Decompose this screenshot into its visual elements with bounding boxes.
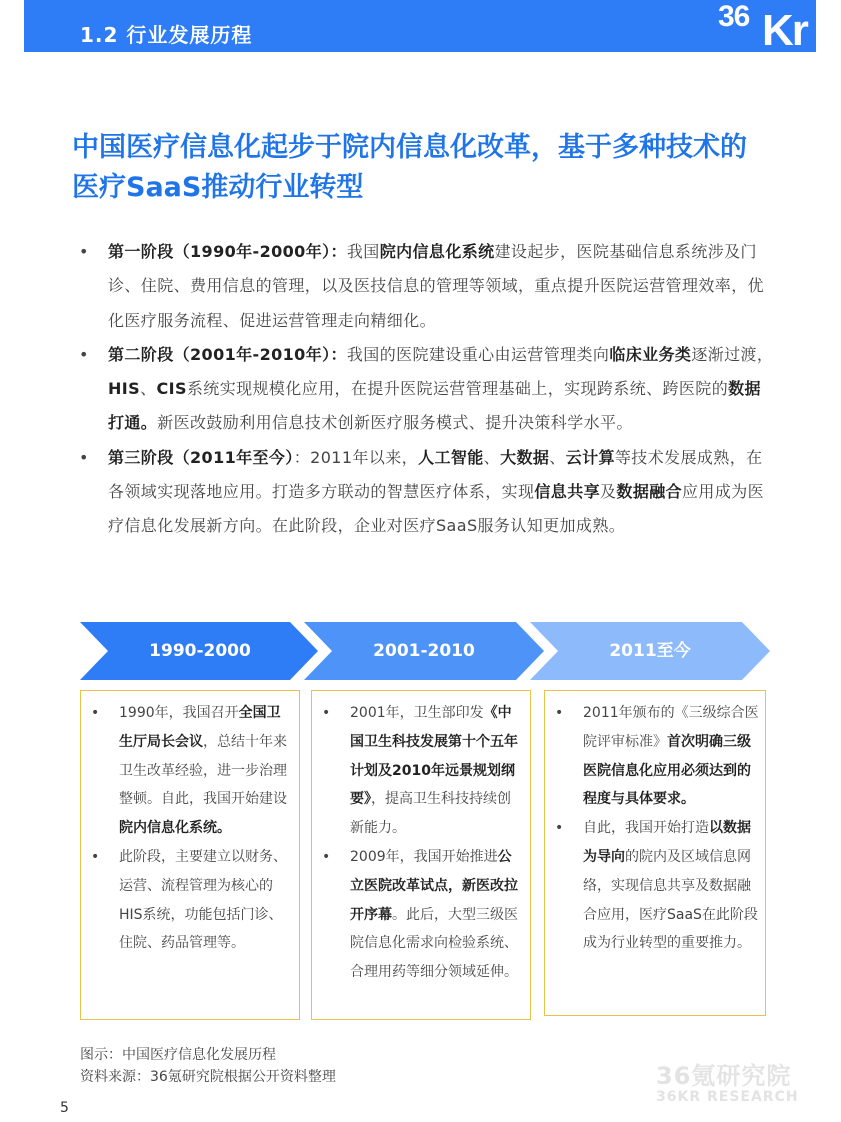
bold-text-run: 公立医院改革试点，新医改拉开序幕 [350,848,518,923]
box-3-item-2 [553,814,759,958]
box-1-item-2 [89,843,293,958]
bold-text-run: 第二阶段（2001年-2010年）： [108,344,347,364]
watermark-line-2: 36KR RESEARCH [656,1089,799,1105]
caption-source: 资料来源：36氪研究院根据公开资料整理 [80,1069,336,1085]
text-run: ，提高卫生科技持续创新能力。 [350,791,511,837]
text-run: 。此后，大型三级医院信息化需求向检验系统、合理用药等细分领域延伸。 [350,906,518,981]
caption-figure: 图示：中国医疗信息化发展历程 [80,1047,276,1063]
text-run: 1990年，我国召开 [119,705,239,721]
text-run: 系统实现规模化应用，在提升医院运营管理基础上，实现跨系统、跨医院的 [186,379,729,399]
bold-text-run: 大数据 [500,447,550,467]
stage-box-2 [311,690,531,1020]
bullet-dot: • [79,344,89,364]
bullet-dot: • [91,705,100,721]
bold-text-run: 数据打通。 [108,379,761,433]
bullet-dot: • [555,820,564,837]
page-headline: 中国医疗信息化起步于院内信息化改革，基于多种技术的医疗SaaS推动行业转型 [72,132,747,203]
bullet-stage-1 [75,235,775,338]
box-1-item-1 [89,699,293,843]
text-run: 及 [600,482,617,502]
text-run: 逐渐过渡， [691,344,774,364]
bold-text-run: 全国卫生厅局长会议 [119,705,281,750]
timeline-arrows [80,622,770,680]
stage-label-3: 2011至今 [609,641,691,661]
figure-caption [80,1044,336,1088]
bold-text-run: 以数据为导向 [583,820,751,865]
text-run: 、 [140,379,157,399]
stage-box-1 [80,690,300,1020]
bold-text-run: 首次明确三级医院信息化应用必须达到的程度与具体要求。 [583,733,751,808]
bullet-dot: • [79,242,89,261]
text-run: ，总结十年来卫生改革经验，进一步治理整顿。自此，我国开始建设 [119,733,287,808]
text-run: 2009年，我国开始推进 [350,848,498,865]
box-2-item-1 [320,699,524,843]
text-run: 建设起步，医院基础信息系统涉及门诊、住院、费用信息的管理，以及医技信息的管理等领域，重点提升医院运营管理效率，优化医疗服务流程、促进运营管理走向精细化。 [108,242,765,330]
research-watermark [656,1056,799,1105]
text-run: 的院内及区域信息网络，实现信息共享及数据融合应用，医疗SaaS在此阶段成为行业转型的重要推力。 [583,848,758,952]
text-run: ：2011年以来， [293,447,419,467]
bold-text-run: 人工智能 [418,447,484,467]
text-run: 等技术发展成熟，在各领域实现落地应用。打造多方联动的智慧医疗体系，实现 [108,447,763,502]
bold-text-run: CIS [156,379,187,399]
bold-text-run: 第三阶段（2011年至今） [108,447,294,467]
bullet-dot: • [79,447,89,467]
bullet-dot: • [91,848,100,865]
box-2-item-2 [320,843,524,987]
bold-text-run: 信息共享 [534,482,601,502]
text-run: 、 [549,447,566,467]
text-run: 、 [483,447,501,467]
text-run: 2011年颁布的《三级综合医院评审标准》 [583,705,759,750]
text-run: 新医改鼓励利用信息技术创新医疗服务模式、提升决策科学水平。 [157,413,633,433]
bullet-dot: • [322,848,331,865]
bold-text-run: 数据融合 [616,482,683,502]
page-number: 5 [60,1100,69,1116]
stage-label-2: 2001-2010 [373,641,475,661]
text-run: 我国的医院建设重心由运营管理类向 [346,344,610,364]
text-run: 我国 [346,242,380,261]
stage-box-3 [544,690,766,1016]
bullet-dot: • [322,705,331,721]
bold-text-run: 临床业务类 [609,344,692,364]
bullet-stage-3 [75,441,775,544]
bullet-dot: • [555,705,564,721]
bold-text-run: 院内信息化系统 [379,242,495,261]
box-3-item-1 [553,699,759,814]
bold-text-run: 院内信息化系统。 [119,820,231,837]
text-run: 应用成为医疗信息化发展新方向。在此阶段，企业对医疗SaaS服务认知更加成熟。 [108,482,765,536]
stage-label-1: 1990-2000 [149,641,251,661]
text-run: 2001年，卫生部印发 [350,705,484,721]
bold-text-run: 云计算 [565,447,615,467]
text-run: 此阶段，主要建立以财务、运营、流程管理为核心的HIS系统，功能包括门诊、住院、药品管理等。 [119,848,287,952]
brand-logo [718,0,816,55]
logo-kr: Kr [762,6,807,55]
section-title: 1.2 行业发展历程 [80,23,253,47]
stage-bullet-list [75,235,775,544]
bold-text-run: 第一阶段（1990年-2000年）： [108,242,347,261]
bold-text-run: HIS [108,379,141,399]
watermark-line-1: 36氪研究院 [656,1062,792,1090]
logo-36: 36 [718,0,750,33]
bold-text-run: 《中国卫生科技发展第十个五年计划及2010年远景规划纲要》 [350,705,518,808]
text-run: 自此，我国开始打造 [583,820,709,837]
bullet-stage-2 [75,338,775,441]
